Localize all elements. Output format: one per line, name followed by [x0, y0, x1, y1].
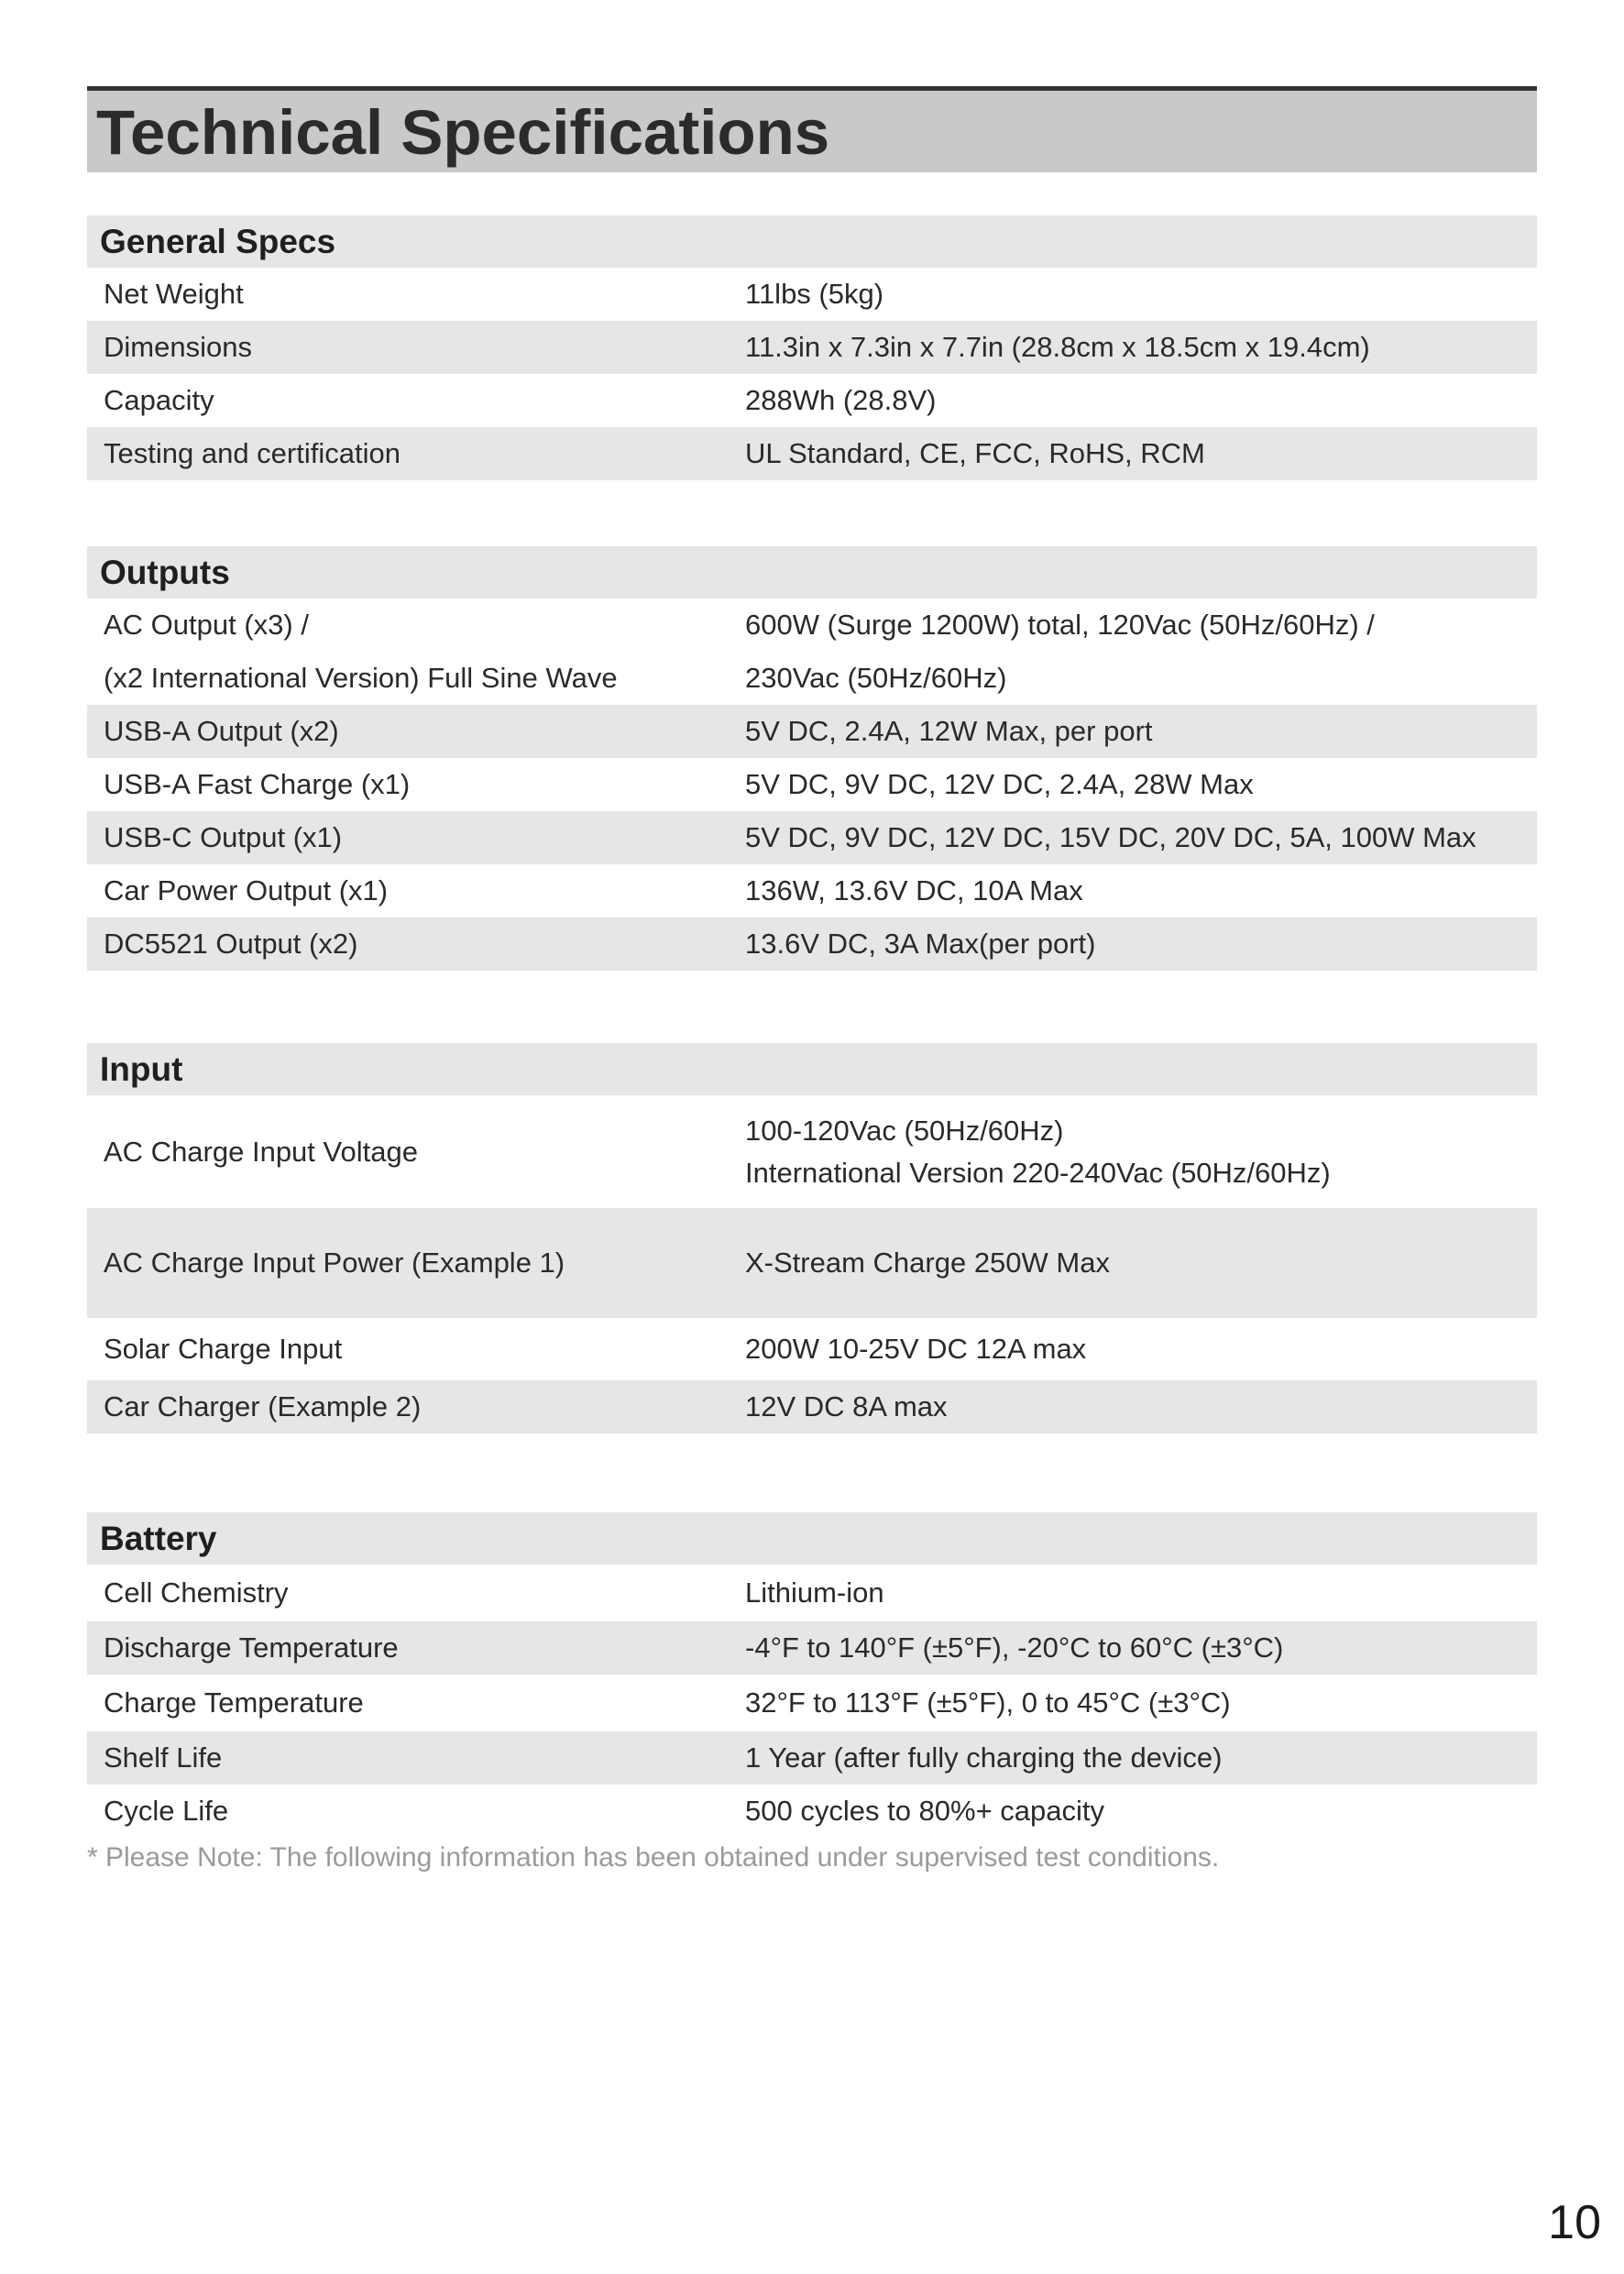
- section-header: [87, 546, 1537, 599]
- spec-label: Cell Chemistry: [104, 1576, 289, 1609]
- spec-value: UL Standard, CE, FCC, RoHS, RCM: [745, 437, 1205, 469]
- spec-label: USB-A Output (x2): [104, 715, 339, 747]
- spec-label: Cycle Life: [104, 1795, 229, 1827]
- spec-value: 600W (Surge 1200W) total, 120Vac (50Hz/60Hz) / 230Vac (50Hz/60Hz): [745, 609, 1375, 694]
- table-row: [87, 427, 1537, 480]
- spec-value: 32°F to 113°F (±5°F), 0 to 45°C (±3°C): [745, 1686, 1231, 1719]
- spec-label: AC Charge Input Voltage: [104, 1135, 418, 1168]
- table-row: [87, 1565, 1537, 1621]
- spec-label: Net Weight: [104, 278, 244, 310]
- spec-label: DC5521 Output (x2): [104, 928, 358, 960]
- section-battery: [87, 1512, 1537, 1838]
- section-title: General Specs: [100, 223, 336, 260]
- spec-label: Solar Charge Input: [104, 1333, 343, 1365]
- spec-label: AC Charge Input Power (Example 1): [104, 1247, 565, 1279]
- section-outputs: [87, 546, 1537, 971]
- spec-value: 1 Year (after fully charging the device): [745, 1741, 1223, 1774]
- spec-value: -4°F to 140°F (±5°F), -20°C to 60°C (±3°C): [745, 1631, 1284, 1664]
- section-title: Battery: [100, 1520, 217, 1557]
- page-title: Technical Specifications: [96, 97, 830, 168]
- spec-value: 200W 10-25V DC 12A max: [745, 1333, 1087, 1365]
- table-row: [87, 268, 1537, 321]
- table-row: [87, 1380, 1537, 1434]
- section-input: [87, 1043, 1537, 1434]
- table-row: [87, 599, 1537, 705]
- spec-value: 5V DC, 9V DC, 12V DC, 15V DC, 20V DC, 5A, 100W Max: [745, 821, 1476, 853]
- footnote: * Please Note: The following information has been obtained under supervised test conditions.: [87, 1842, 1220, 1873]
- table-row: [87, 374, 1537, 427]
- spec-label: Charge Temperature: [104, 1686, 364, 1719]
- table-row: [87, 917, 1537, 971]
- spec-value: 11.3in x 7.3in x 7.7in (28.8cm x 18.5cm x 19.4cm): [745, 331, 1370, 363]
- spec-label: Car Charger (Example 2): [104, 1390, 422, 1423]
- table-row: [87, 1095, 1537, 1208]
- table-row: [87, 1318, 1537, 1380]
- spec-value: 500 cycles to 80%+ capacity: [745, 1795, 1105, 1827]
- spec-value: X-Stream Charge 250W Max: [745, 1247, 1110, 1279]
- page-number: 10: [1548, 2196, 1601, 2249]
- table-row: [87, 758, 1537, 811]
- spec-value: 13.6V DC, 3A Max(per port): [745, 928, 1096, 960]
- spec-value: 12V DC 8A max: [745, 1390, 948, 1423]
- section-header: [87, 215, 1537, 268]
- spec-label: Testing and certification: [104, 437, 401, 469]
- section-title: Outputs: [100, 554, 230, 591]
- spec-value: 11lbs (5kg): [745, 278, 884, 310]
- section-general-specs: [87, 215, 1537, 480]
- spec-value: 5V DC, 2.4A, 12W Max, per port: [745, 715, 1153, 747]
- spec-label: Discharge Temperature: [104, 1631, 399, 1664]
- page-title-bar: [87, 86, 1537, 172]
- spec-value: 5V DC, 9V DC, 12V DC, 2.4A, 28W Max: [745, 768, 1254, 800]
- spec-label: Capacity: [104, 384, 214, 416]
- table-row: [87, 321, 1537, 374]
- spec-label: USB-A Fast Charge (x1): [104, 768, 411, 800]
- spec-label: Car Power Output (x1): [104, 874, 389, 906]
- table-row: [87, 1621, 1537, 1675]
- spec-label: AC Output (x3) / (x2 International Version) Full Sine Wave: [104, 609, 618, 694]
- table-row: [87, 705, 1537, 758]
- spec-value: Lithium-ion: [745, 1576, 884, 1609]
- section-title: Input: [100, 1050, 183, 1088]
- table-row: [87, 1785, 1537, 1838]
- table-row: [87, 1731, 1537, 1785]
- table-row: [87, 1675, 1537, 1731]
- spec-label: Shelf Life: [104, 1741, 223, 1774]
- table-row: [87, 864, 1537, 917]
- spec-value: 288Wh (28.8V): [745, 384, 937, 416]
- spec-label: USB-C Output (x1): [104, 821, 343, 853]
- spec-value: 136W, 13.6V DC, 10A Max: [745, 874, 1083, 906]
- spec-value: 100-120Vac (50Hz/60Hz) International Version 220-240Vac (50Hz/60Hz): [745, 1114, 1331, 1189]
- table-row: [87, 1208, 1537, 1318]
- spec-label: Dimensions: [104, 331, 252, 363]
- table-row: [87, 811, 1537, 864]
- section-header: [87, 1043, 1537, 1095]
- section-header: [87, 1512, 1537, 1565]
